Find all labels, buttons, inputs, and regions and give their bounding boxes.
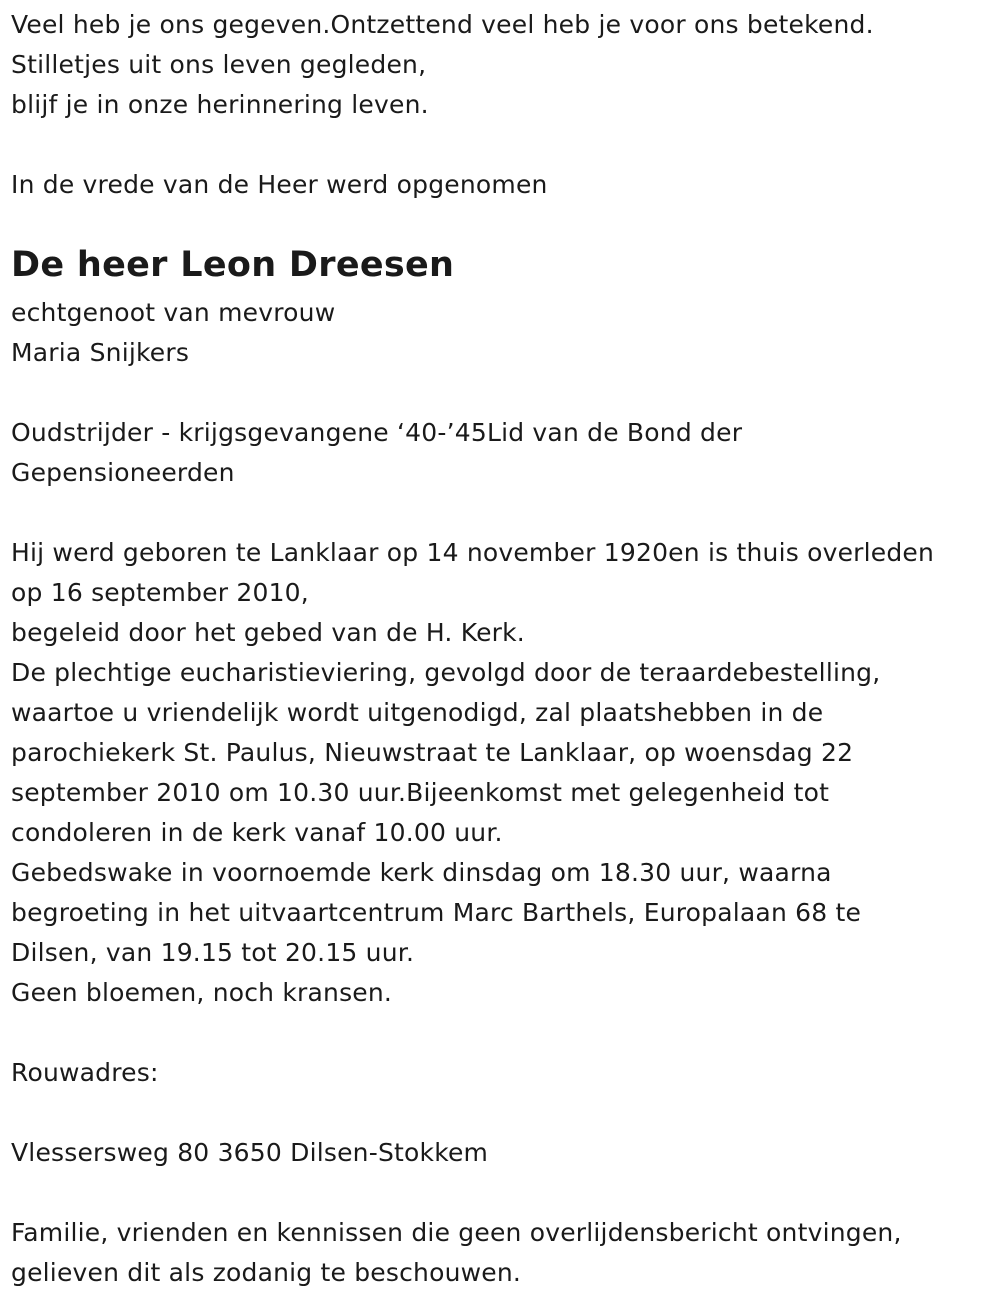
titles-line: Oudstrijder - krijgsgevangene ‘40-’45Lid van de Bond der xyxy=(11,418,743,447)
details-line: begroeting in het uitvaartcentrum Marc Barthels, Europalaan 68 te xyxy=(11,898,862,927)
poem-line: blijf je in onze herinnering leven. xyxy=(11,90,429,119)
details-line: Hij werd geboren te Lanklaar op 14 november 1920en is thuis overleden xyxy=(11,538,935,567)
address-value: Vlessersweg 80 3650 Dilsen-Stokkem xyxy=(11,1138,489,1167)
poem-line: Stilletjes uit ons leven gegleden, xyxy=(11,50,427,79)
closing-line: gelieven dit als zodanig te beschouwen. xyxy=(11,1258,522,1287)
details-line: Gebedswake in voornoemde kerk dinsdag om 18.30 uur, waarna xyxy=(11,858,832,887)
spouse-name: Maria Snijkers xyxy=(11,338,190,367)
poem-line: Veel heb je ons gegeven.Ontzettend veel heb je voor ons betekend. xyxy=(11,10,874,39)
details-line: parochiekerk St. Paulus, Nieuwstraat te Lanklaar, op woensdag 22 xyxy=(11,738,854,767)
details-line: Geen bloemen, noch kransen. xyxy=(11,978,393,1007)
details-line: Dilsen, van 19.15 tot 20.15 uur. xyxy=(11,938,415,967)
details-line: september 2010 om 10.30 uur.Bijeenkomst met gelegenheid tot xyxy=(11,778,830,807)
details-line: op 16 september 2010, xyxy=(11,578,309,607)
address-label: Rouwadres: xyxy=(11,1058,159,1087)
details-line: begeleid door het gebed van de H. Kerk. xyxy=(11,618,525,647)
titles-line: Gepensioneerden xyxy=(11,458,235,487)
intro-text: In de vrede van de Heer werd opgenomen xyxy=(11,170,548,199)
spouse-label: echtgenoot van mevrouw xyxy=(11,298,336,327)
details-line: condoleren in de kerk vanaf 10.00 uur. xyxy=(11,818,503,847)
details-line: De plechtige eucharistieviering, gevolgd door de teraardebestelling, xyxy=(11,658,881,687)
closing-line: Familie, vrienden en kennissen die geen overlijdensbericht ontvingen, xyxy=(11,1218,902,1247)
deceased-name: De heer Leon Dreesen xyxy=(11,245,455,285)
details-line: waartoe u vriendelijk wordt uitgenodigd, zal plaatshebben in de xyxy=(11,698,824,727)
